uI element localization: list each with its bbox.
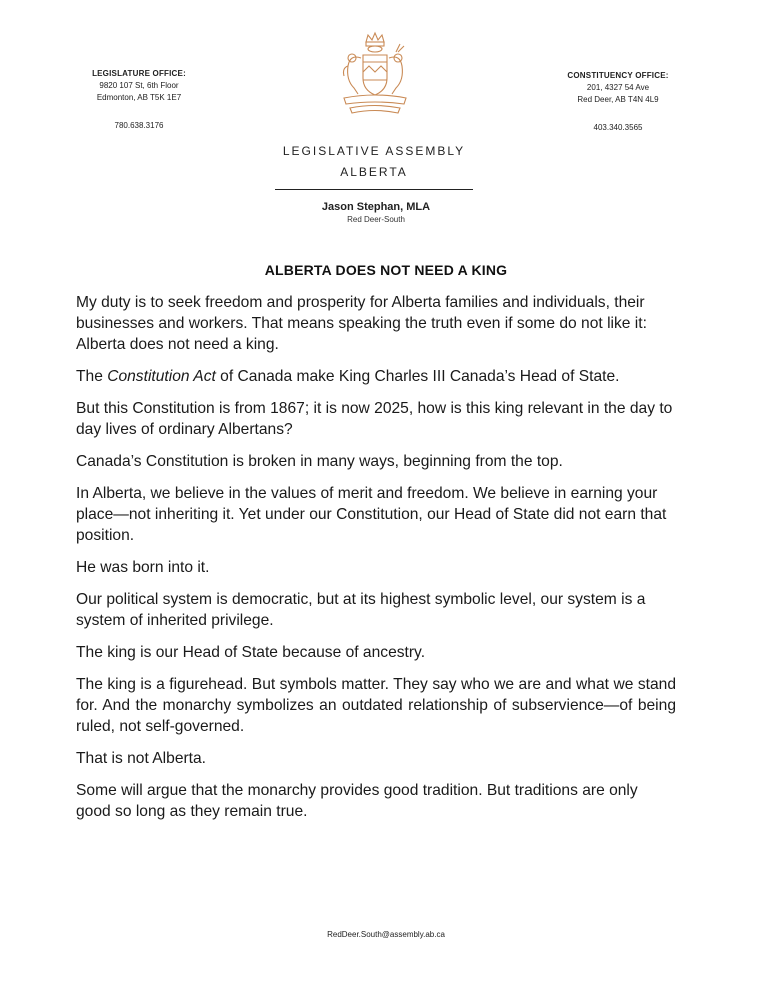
mla-name: Jason Stephan, MLA <box>321 201 431 213</box>
legislature-office-address <box>78 68 200 132</box>
legislature-office-label: LEGISLATURE OFFICE: <box>92 69 186 78</box>
constituency-office-line2: Red Deer, AB T4N 4L9 <box>577 95 659 104</box>
constitution-act-title: Constitution Act <box>107 368 216 385</box>
assembly-name: LEGISLATIVE ASSEMBLY <box>282 144 466 158</box>
mla-riding: Red Deer-South <box>347 215 405 224</box>
paragraph-11: Some will argue that the monarchy provides good tradition. But traditions are only good so long as they remain true. <box>76 782 638 820</box>
constituency-office-label: CONSTITUENCY OFFICE: <box>567 71 669 80</box>
letter-body <box>76 292 676 833</box>
alberta-coat-of-arms-icon <box>334 30 416 115</box>
mla-signature-block <box>276 201 476 224</box>
legislature-office-phone: 780.638.3176 <box>114 121 164 130</box>
assembly-province: ALBERTA <box>340 165 408 179</box>
constituency-office-address <box>554 70 682 134</box>
paragraph-5: In Alberta, we believe in the values of merit and freedom. We believe in earning your place—not inheriting it. Yet under our Constitution, our Head of State did not earn that position. <box>76 485 667 544</box>
letterhead-assembly <box>274 141 474 190</box>
paragraph-1: My duty is to seek freedom and prosperity for Alberta families and individuals, their businesses and workers. That means speaking the truth even if some do not like it: Alberta does not need a king. <box>76 294 647 353</box>
paragraph-2 <box>76 366 676 387</box>
constituency-office-phone: 403.340.3565 <box>593 123 643 132</box>
letterhead-divider <box>275 189 473 190</box>
letter-headline: ALBERTA DOES NOT NEED A KING <box>264 262 508 278</box>
paragraph-2-pre: The <box>76 368 108 385</box>
paragraph-2-post: of Canada make King Charles III Canada’s Head of State. <box>215 368 620 385</box>
paragraph-10: That is not Alberta. <box>76 750 207 767</box>
paragraph-3: But this Constitution is from 1867; it is now 2025, how is this king relevant in the day to day lives of ordinary Albertans? <box>76 400 673 438</box>
paragraph-4: Canada’s Constitution is broken in many ways, beginning from the top. <box>76 453 563 470</box>
paragraph-9: The king is a figurehead. But symbols matter. They say who we are and what we stand for. And the monarchy symbolizes an outdated relationship of subservience—of being ruled, not self-governed. <box>76 676 676 735</box>
legislature-office-line2: Edmonton, AB T5K 1E7 <box>96 93 182 102</box>
paragraph-8: The king is our Head of State because of ancestry. <box>76 644 426 661</box>
paragraph-7: Our political system is democratic, but at its highest symbolic level, our system is a system of inherited privilege. <box>76 591 646 629</box>
legislature-office-line1: 9820 107 St, 6th Floor <box>99 81 179 90</box>
paragraph-6: He was born into it. <box>76 559 210 576</box>
constituency-office-line1: 201, 4327 54 Ave <box>586 83 650 92</box>
footer-email: RedDeer.South@assembly.ab.ca <box>327 930 445 939</box>
